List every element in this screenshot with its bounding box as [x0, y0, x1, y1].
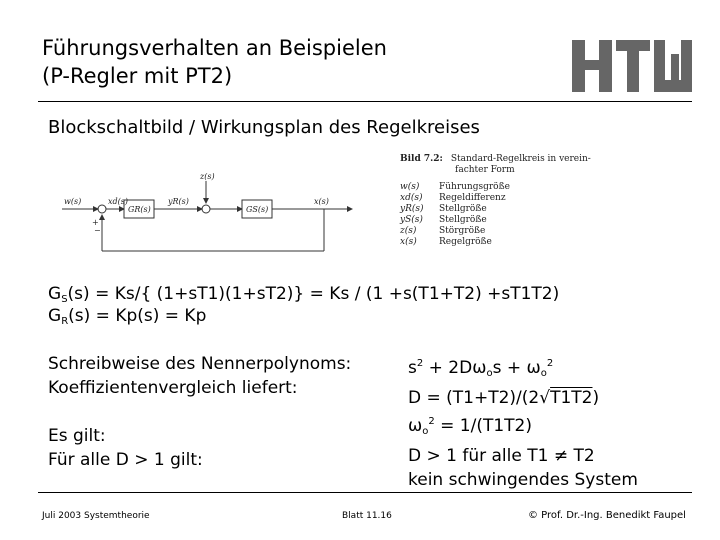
figure-caption	[400, 154, 591, 248]
right-column-formulas	[408, 352, 638, 492]
label-z: z(s)	[200, 173, 215, 181]
label-xd: xd(s)	[108, 197, 128, 206]
htw-logo	[572, 40, 692, 92]
legend-row: x(s) Regelgröße	[400, 237, 492, 247]
footer-divider	[38, 492, 692, 493]
title-line-1: Führungsverhalten an Beispielen	[42, 36, 387, 60]
text-line: Für alle D > 1 gilt:	[48, 450, 203, 470]
left-column-text	[48, 352, 351, 472]
conclusion-text: kein schwingendes System	[408, 470, 638, 490]
legend-row: xd(s) Regeldifferenz	[400, 193, 506, 203]
page-title	[42, 34, 387, 90]
label-gs: GS(s)	[246, 205, 269, 214]
label-yr: yR(s)	[168, 197, 189, 206]
figure-caption-line-2: fachter Form	[455, 165, 515, 175]
label-gr: GR(s)	[128, 205, 151, 214]
formula-gr: $G_R(s) = Kp(s) = Kp$	[48, 306, 207, 327]
block-diagram	[62, 173, 378, 263]
figure-caption-line-1: Standard-Regelkreis in verein-	[450, 154, 591, 164]
legend-row: z(s) Störgröße	[400, 226, 486, 236]
label-plus: +	[92, 218, 99, 227]
legend-row: yR(s) Stellgröße	[400, 204, 487, 214]
summing-junction-2	[202, 205, 210, 213]
footer-author: © Prof. Dr.-Ing. Benedikt Faupel	[528, 510, 686, 521]
formula-polynomial: $s^2 + 2D\omega_os + \omega_o^2$	[408, 358, 554, 379]
header-divider	[38, 101, 692, 102]
figure-legend	[400, 182, 591, 248]
title-line-2: (P-Regler mit PT2)	[42, 64, 233, 88]
text-line: Es gilt:	[48, 426, 106, 446]
footer-date-course: Juli 2003 Systemtheorie	[42, 511, 150, 521]
text-line: Schreibweise des Nennerpolynoms:	[48, 354, 352, 374]
formula-condition: D > 1 für alle T1 ≠ T2	[408, 446, 595, 466]
legend-row: w(s) Führungsgröße	[400, 182, 510, 192]
section-heading: Blockschaltbild / Wirkungsplan des Regelkreises	[48, 117, 480, 138]
footer-page-number: Blatt 11.16	[342, 511, 392, 521]
label-minus: −	[94, 226, 101, 235]
formula-damping: D = (T1+T2)/(2√T1T2)	[408, 388, 600, 408]
formula-gs: $G_S(s) = Ks/${ (1+sT1)(1+sT2)} = Ks / (1 +s(T1+T2) +sT1T2)	[48, 284, 560, 305]
summing-junction-1	[98, 205, 106, 213]
figure-number: Bild 7.2:	[400, 154, 443, 164]
formula-omega: $\omega_o^2 = 1/(T1T2)$	[408, 416, 533, 437]
legend-row: yS(s) Stellgröße	[400, 215, 487, 225]
label-w: w(s)	[64, 197, 82, 206]
text-line: Koeffizientenvergleich liefert:	[48, 378, 298, 398]
label-x: x(s)	[314, 197, 329, 206]
